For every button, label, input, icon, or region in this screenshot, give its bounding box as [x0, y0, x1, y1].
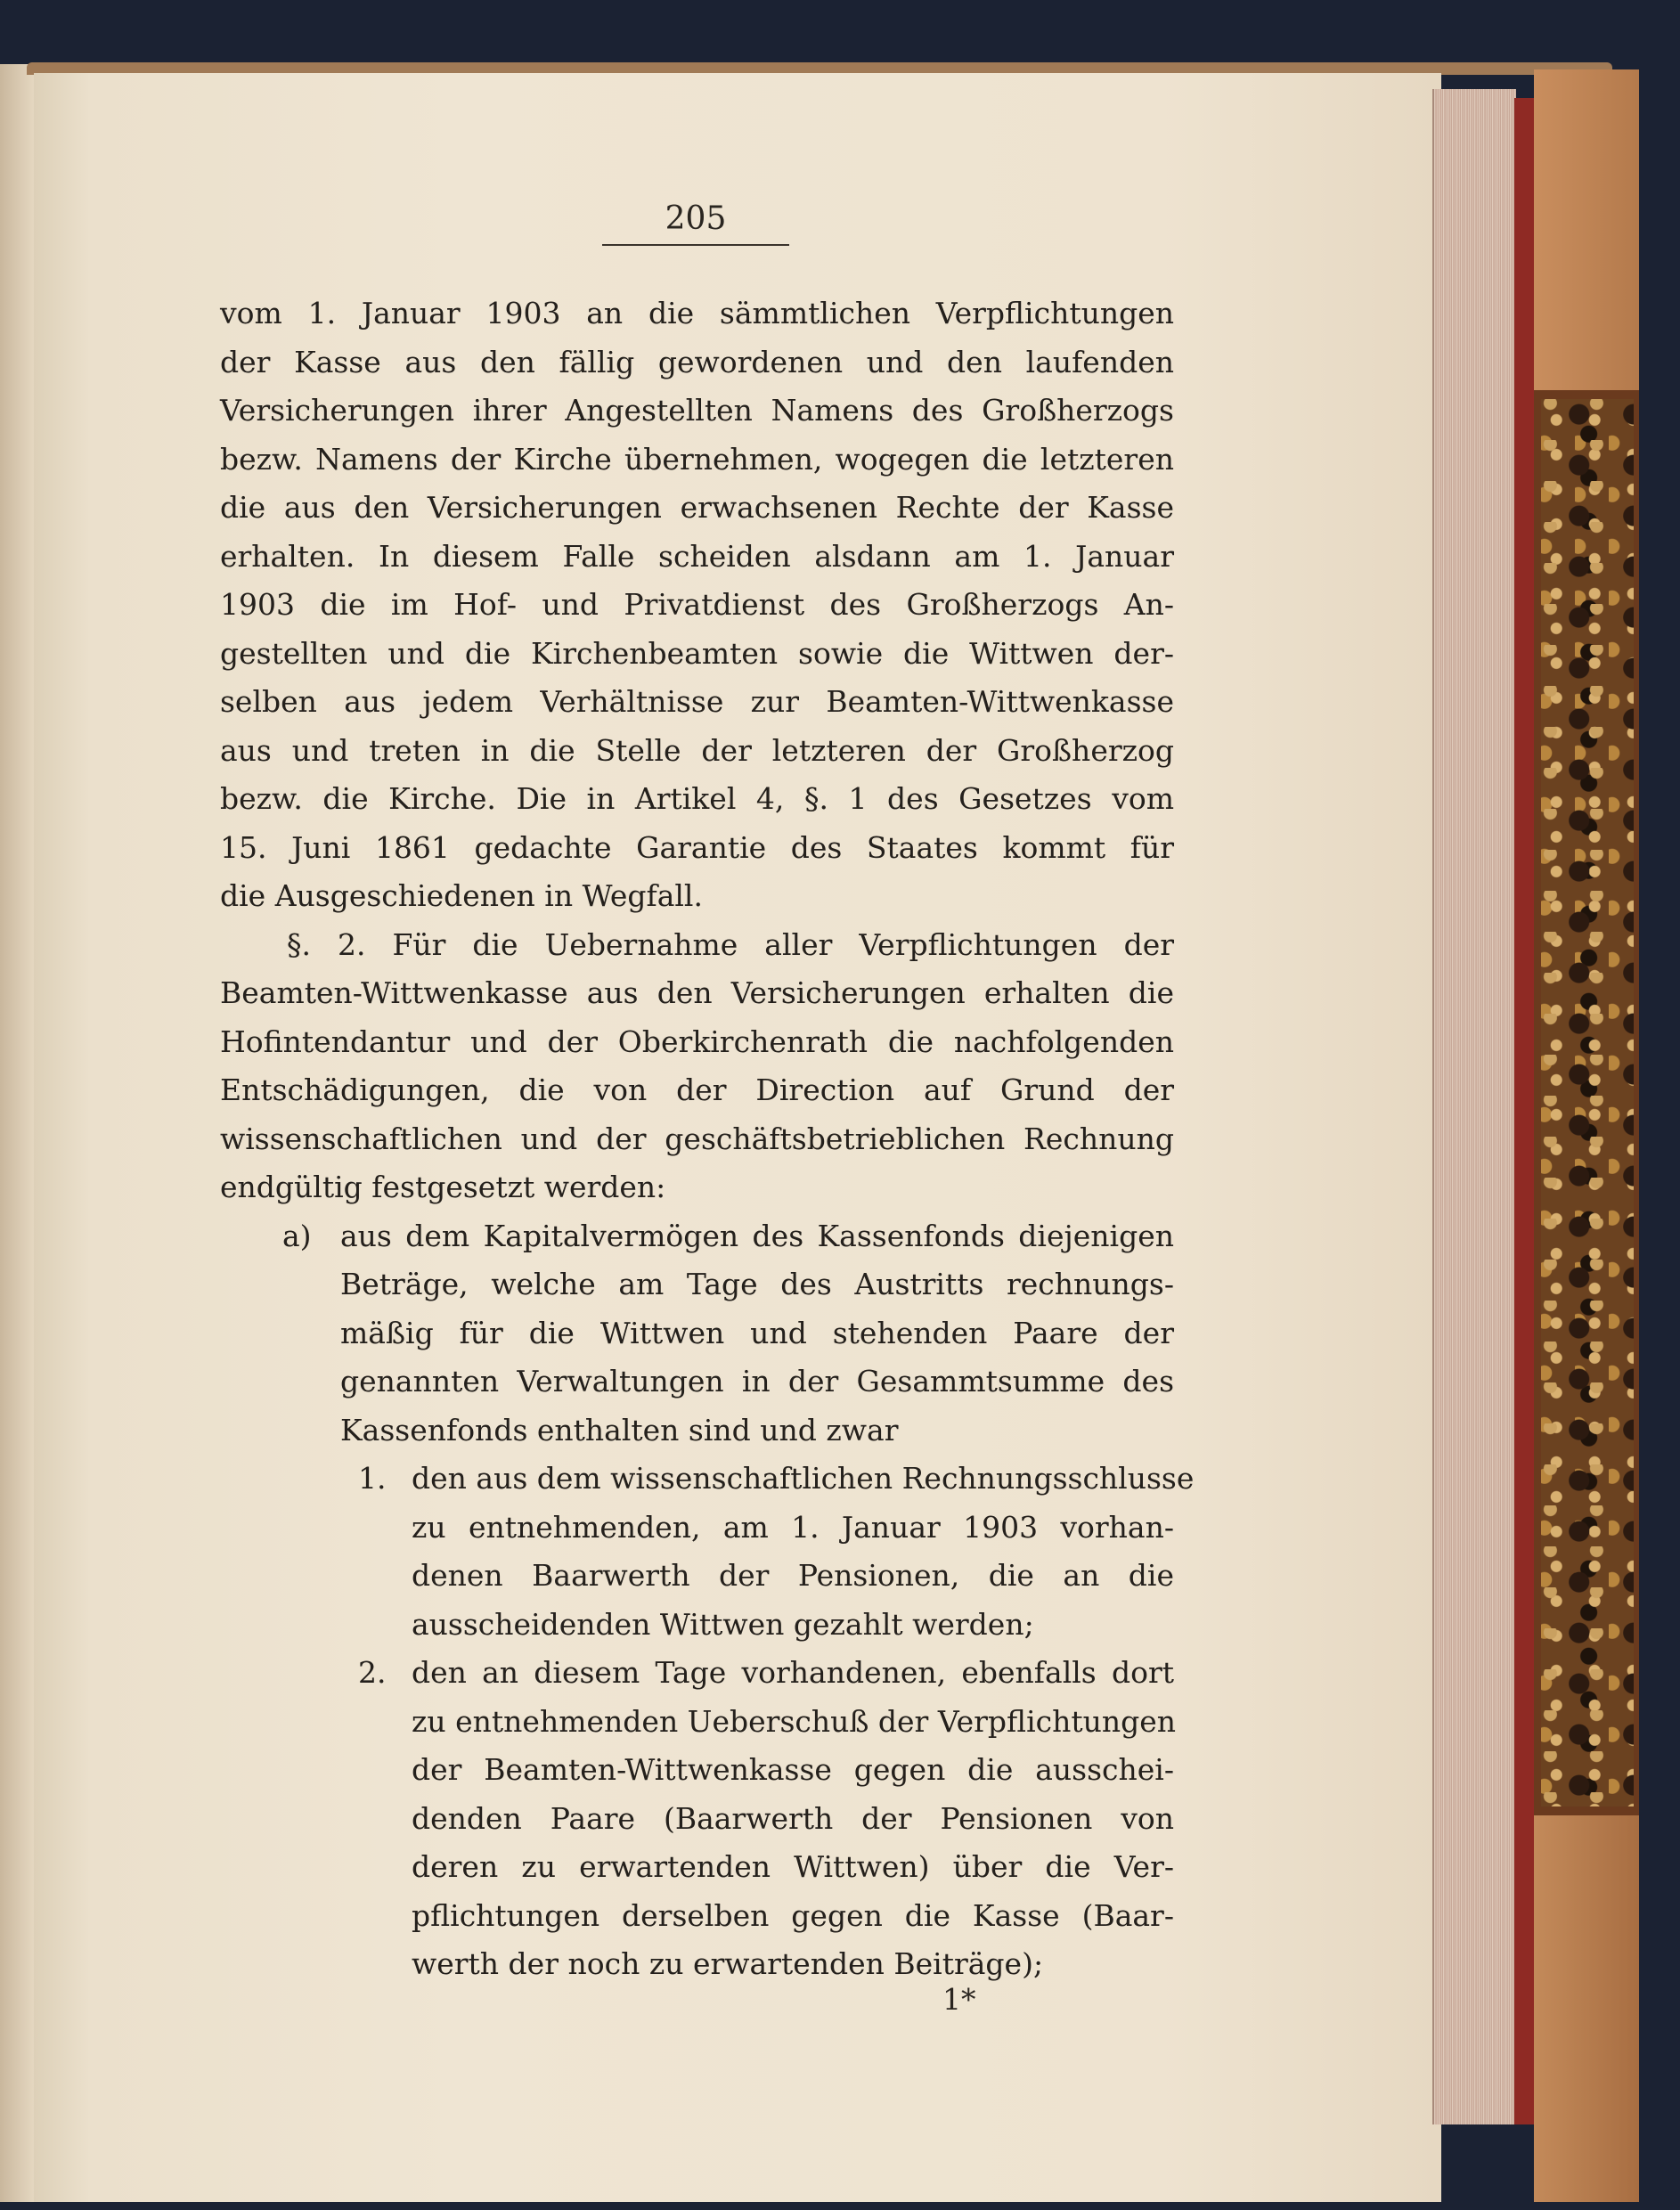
list-item-a-cont	[220, 1358, 1174, 1407]
text-line: zu entnehmenden Ueberschuß der Verpflichtungen	[412, 1703, 1177, 1739]
text-line: Beamten-Wittwenkasse aus den Versicherungen erhalten die	[220, 975, 1174, 1010]
text-line: Hofintendantur und der Oberkirchenrath die nachfolgenden	[220, 1023, 1174, 1059]
text-line: 1903 die im Hof- und Privatdienst des Großherzogs An-	[220, 587, 1174, 622]
list-item-2-cont	[220, 1795, 1174, 1844]
text-line: denden Paare (Baarwerth der Pensionen von	[412, 1800, 1174, 1836]
text-line: der Kasse aus den fällig gewordenen und den laufenden	[220, 344, 1174, 379]
text-line: den an diesem Tage vorhandenen, ebenfalls dort	[412, 1655, 1174, 1690]
body-text	[220, 290, 1195, 1989]
text-line: 15. Juni 1861 gedachte Garantie des Staates kommt für	[220, 829, 1174, 865]
text-line: denen Baarwerth der Pensionen, die an die	[412, 1558, 1174, 1593]
text-line: den aus dem wissenschaftlichen Rechnungsschlusse	[412, 1461, 1195, 1496]
text-line: Entschädigungen, die von der Direction auf Grund der	[220, 1072, 1174, 1107]
list-marker-2: 2.	[358, 1655, 387, 1690]
text-line: gestellten und die Kirchenbeamten sowie die Wittwen der-	[220, 635, 1174, 671]
list-item-1-cont	[220, 1504, 1174, 1553]
page-number-rule	[602, 244, 789, 246]
text-line: zu entnehmenden, am 1. Januar 1903 vorhan-	[412, 1509, 1174, 1545]
text-line: bezw. Namens der Kirche übernehmen, wogegen die letzteren	[220, 441, 1174, 477]
signature-mark: 1*	[942, 1982, 976, 2017]
book-spine	[1534, 69, 1639, 2202]
text-line: Versicherungen ihrer Angestellten Namens des Großherzogs	[220, 393, 1174, 428]
list-item-a-cont	[220, 1309, 1174, 1358]
text-line: Beträge, welche am Tage des Austritts rechnungs-	[340, 1267, 1174, 1301]
text-line: endgültig festgesetzt werden:	[220, 1170, 666, 1204]
text-line: genannten Verwaltungen in der Gesammtsumme des	[340, 1364, 1174, 1399]
text-line: bezw. die Kirche. Die in Artikel 4, §. 1 des Gesetzes vom	[220, 781, 1174, 816]
list-marker-1: 1.	[358, 1461, 387, 1496]
text-line: wissenschaftlichen und der geschäftsbetrieblichen Rechnung	[220, 1121, 1174, 1156]
text-line: vom 1. Januar 1903 an die sämmtlichen Verpflichtungen	[220, 296, 1174, 330]
list-item-2-cont	[220, 1892, 1174, 1941]
text-line: der Beamten-Wittwenkasse gegen die ausschei-	[412, 1752, 1174, 1787]
list-item-1-first	[220, 1455, 1195, 1504]
spine-marbled-paper	[1541, 399, 1634, 1806]
section-2-first-line: §. 2. Für die Uebernahme aller Verpflichtungen der	[287, 926, 1174, 962]
text-line: pflichtungen derselben gegen die Kasse (Baar-	[412, 1897, 1174, 1933]
list-item-1-cont	[220, 1552, 1174, 1601]
list-item-a-cont	[220, 1260, 1174, 1309]
list-marker-a: a)	[282, 1218, 312, 1253]
list-item-2-first	[220, 1649, 1174, 1698]
text-line: selben aus jedem Verhältnisse zur Beamten-Wittwenkasse	[220, 684, 1174, 719]
text-line: die Ausgeschiedenen in Wegfall.	[220, 878, 703, 913]
text-line: aus und treten in die Stelle der letzteren der Großherzog	[220, 732, 1174, 768]
list-item-2-cont	[220, 1843, 1174, 1892]
text-line: Kassenfonds enthalten sind und zwar	[340, 1412, 899, 1448]
list-item-2	[220, 1649, 1177, 1989]
text-line: die aus den Versicherungen erwachsenen Rechte der Kasse	[220, 490, 1174, 525]
text-line: deren zu erwartenden Wittwen) über die Ver-	[412, 1849, 1174, 1884]
red-page-edge	[1514, 98, 1534, 2124]
list-item-a-cont	[220, 1407, 1174, 1456]
text-line: ausscheidenden Wittwen gezahlt werden;	[412, 1606, 1034, 1642]
list-item-2-cont	[220, 1940, 1174, 1989]
text-line: mäßig für die Wittwen und stehenden Paare der	[340, 1315, 1174, 1350]
spine-leather-top	[1534, 69, 1639, 390]
list-item-2-cont	[220, 1746, 1174, 1795]
page-block-edges	[1432, 89, 1516, 2124]
text-line: werth der noch zu erwartenden Beiträge);	[412, 1946, 1044, 1981]
list-item-a-first	[220, 1212, 1174, 1261]
list-item-1	[220, 1455, 1195, 1649]
spine-leather-bottom	[1534, 1815, 1639, 2202]
text-line: erhalten. In diesem Falle scheiden alsdann am 1. Januar	[220, 538, 1174, 574]
list-item-2-cont	[220, 1698, 1177, 1747]
text-line: aus dem Kapitalvermögen des Kassenfonds diejenigen	[340, 1218, 1174, 1253]
list-item-1-cont	[220, 1601, 1174, 1650]
page-number: 205	[665, 200, 727, 237]
list-item-a	[220, 1212, 1174, 1456]
